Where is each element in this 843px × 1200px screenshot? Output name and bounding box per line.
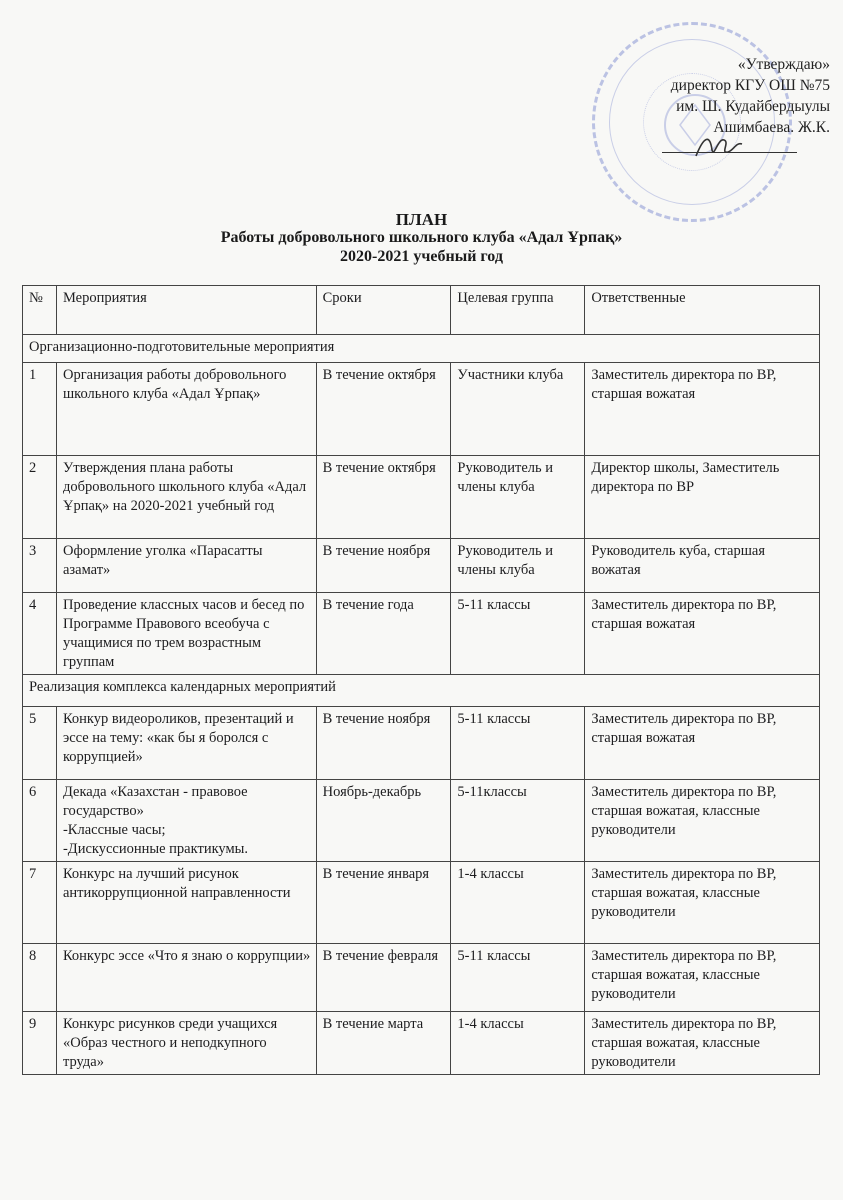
header-number: № (23, 286, 57, 335)
row-event-title: Декада «Казахстан - правовое государство» (62, 784, 248, 819)
row-group: Руководитель и члены клуба (451, 456, 585, 539)
signature-icon (690, 128, 750, 164)
row-event: Проведение классных часов и бесед по Программе Правового всеобуча с учащимися по трем возрастным группам (56, 593, 316, 675)
row-group: 5-11 классы (451, 593, 585, 675)
approval-line: им. Ш. Кудайбердыулы (676, 98, 830, 115)
row-number: 4 (23, 593, 57, 675)
row-group: 5-11 классы (451, 707, 585, 780)
row-term: В течение года (316, 593, 451, 675)
row-term: В течение октября (316, 456, 451, 539)
row-term: В течение ноября (316, 539, 451, 593)
row-number: 3 (23, 539, 57, 593)
row-group: 5-11классы (451, 780, 585, 862)
approval-line: директор КГУ ОШ №75 (670, 77, 830, 94)
section-row (23, 675, 820, 707)
row-term: Ноябрь-декабрь (316, 780, 451, 862)
header-event: Мероприятия (56, 286, 316, 335)
row-group: Участники клуба (451, 363, 585, 456)
table-row (23, 944, 820, 1012)
row-event: Конкурс рисунков среди учащихся «Образ честного и неподкупного труда» (56, 1012, 316, 1075)
signature-line (662, 152, 797, 153)
table-row (23, 593, 820, 675)
section-title: Организационно-подготовительные мероприятия (23, 335, 820, 363)
plan-table (22, 285, 820, 1075)
row-number: 1 (23, 363, 57, 456)
document-subtitle: Работы добровольного школьного клуба «Адал Ұрпақ» (220, 229, 623, 246)
row-event-subitem: -Дискуссионные практикумы. (62, 841, 249, 857)
row-event: Конкурс на лучший рисунок антикоррупционной направленности (56, 862, 316, 944)
table-row (23, 707, 820, 780)
row-responsible: Заместитель директора по ВР, старшая вожатая, классные руководители (585, 862, 820, 944)
row-responsible: Заместитель директора по ВР, старшая вожатая (585, 593, 820, 675)
row-number: 2 (23, 456, 57, 539)
row-event: Конкур видеороликов, презентаций и эссе на тему: «как бы я боролся с коррупцией» (56, 707, 316, 780)
row-group: 5-11 классы (451, 944, 585, 1012)
row-responsible: Заместитель директора по ВР, старшая вожатая (585, 363, 820, 456)
row-responsible: Директор школы, Заместитель директора по ВР (585, 456, 820, 539)
row-responsible: Заместитель директора по ВР, старшая вожатая, классные руководители (585, 944, 820, 1012)
row-group: 1-4 классы (451, 862, 585, 944)
row-term: В течение ноября (316, 707, 451, 780)
document-year: 2020-2021 учебный год (340, 248, 503, 265)
row-term: В течение февраля (316, 944, 451, 1012)
row-group: 1-4 классы (451, 1012, 585, 1075)
row-number: 7 (23, 862, 57, 944)
row-responsible: Заместитель директора по ВР, старшая вожатая, классные руководители (585, 1012, 820, 1075)
row-event: Оформление уголка «Парасатты азамат» (56, 539, 316, 593)
row-term: В течение октября (316, 363, 451, 456)
header-responsible: Ответственные (585, 286, 820, 335)
row-number: 5 (23, 707, 57, 780)
row-responsible: Заместитель директора по ВР, старшая вожатая (585, 707, 820, 780)
row-event (56, 780, 316, 862)
row-term: В течение марта (316, 1012, 451, 1075)
row-event-subitem: -Классные часы; (62, 822, 166, 838)
row-number: 9 (23, 1012, 57, 1075)
row-event: Утверждения плана работы добровольного школьного клуба «Адал Ұрпақ» на 2020-2021 учебный год (56, 456, 316, 539)
header-term: Сроки (316, 286, 451, 335)
header-target-group: Целевая группа (451, 286, 585, 335)
approval-line: Ашимбаева. Ж.К. (713, 119, 830, 136)
section-title: Реализация комплекса календарных мероприятий (23, 675, 820, 707)
table-row (23, 1012, 820, 1075)
row-event: Организация работы добровольного школьного клуба «Адал Ұрпақ» (56, 363, 316, 456)
row-responsible: Руководитель куба, старшая вожатая (585, 539, 820, 593)
row-term: В течение января (316, 862, 451, 944)
row-responsible: Заместитель директора по ВР, старшая вожатая, классные руководители (585, 780, 820, 862)
table-row (23, 456, 820, 539)
table-row (23, 862, 820, 944)
section-row (23, 335, 820, 363)
row-event: Конкурс эссе «Что я знаю о коррупции» (56, 944, 316, 1012)
approval-line: «Утверждаю» (737, 56, 830, 73)
row-number: 6 (23, 780, 57, 862)
document-title: ПЛАН (395, 210, 448, 229)
row-group: Руководитель и члены клуба (451, 539, 585, 593)
row-number: 8 (23, 944, 57, 1012)
table-row (23, 363, 820, 456)
table-header-row (23, 286, 820, 335)
table-row (23, 539, 820, 593)
table-row (23, 780, 820, 862)
approval-block (640, 54, 830, 138)
